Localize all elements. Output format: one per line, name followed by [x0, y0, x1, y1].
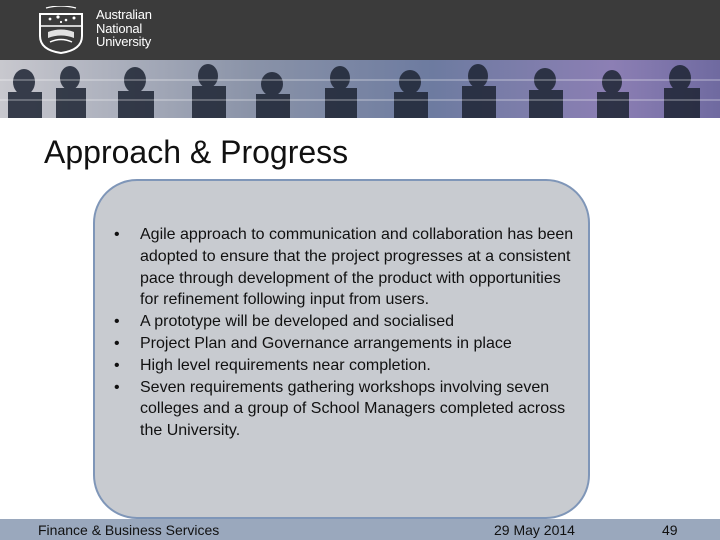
- footer-department: Finance & Business Services: [38, 522, 220, 538]
- bullet-text: Project Plan and Governance arrangements in place: [140, 334, 512, 352]
- bullet-item: [114, 355, 574, 377]
- bullet-text: Agile approach to communication and collaboration has been adopted to ensure that the project progresses at a consistent pace through development of the product with opportunities for refinement following input from users.: [140, 226, 574, 309]
- logo-line-1: Australian: [96, 7, 152, 22]
- university-name: [96, 8, 152, 49]
- footer-date: 29 May 2014: [494, 522, 575, 538]
- logo-line-2: National: [96, 20, 143, 36]
- bullet-item: [114, 224, 574, 311]
- bullet-item: [114, 333, 574, 355]
- bullet-item: [114, 377, 574, 442]
- footer-bar: [0, 519, 720, 540]
- page-number: 49: [662, 522, 678, 538]
- bullet-text: Seven requirements gathering workshops involving seven colleges and a group of School Managers completed across the University.: [140, 378, 566, 440]
- bullet-marker: •: [114, 334, 120, 352]
- bullet-marker: •: [114, 313, 120, 331]
- bullet-text: A prototype will be developed and socialised: [140, 313, 454, 331]
- bullet-text: High level requirements near completion.: [140, 356, 431, 374]
- banner-photo: [0, 60, 720, 118]
- bullet-marker: •: [114, 378, 120, 396]
- bullet-marker: •: [114, 356, 120, 374]
- bullet-marker: •: [114, 226, 120, 243]
- slide-title: Approach & Progress: [44, 134, 349, 170]
- bullet-item: [114, 311, 574, 333]
- logo-line-3: University: [96, 34, 152, 49]
- header-bar: [0, 0, 720, 60]
- bullet-list: [114, 224, 574, 442]
